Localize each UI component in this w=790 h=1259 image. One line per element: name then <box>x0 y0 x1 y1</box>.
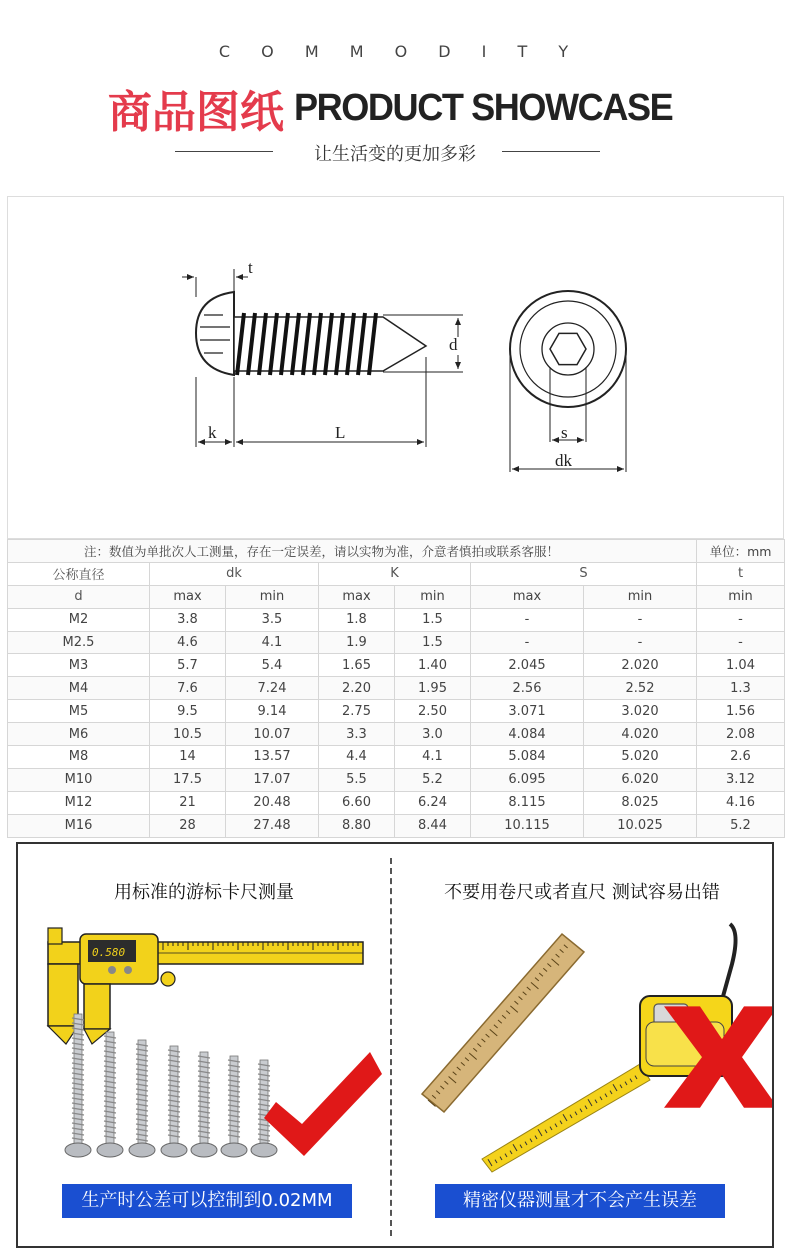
value-cell: 27.48 <box>226 814 319 837</box>
value-cell: 9.14 <box>226 700 319 723</box>
right-banner: 精密仪器测量才不会产生误差 <box>435 1184 725 1218</box>
table-row <box>8 768 785 791</box>
value-cell: 2.75 <box>319 700 395 723</box>
value-cell: 2.52 <box>584 677 697 700</box>
label-d: d <box>449 335 458 354</box>
nominal-size-cell: M2.5 <box>8 631 150 654</box>
value-cell: 1.5 <box>395 608 471 631</box>
screw-head <box>65 1143 91 1157</box>
value-cell: 10.025 <box>584 814 697 837</box>
right-caption: 不要用卷尺或者直尺 测试容易出错 <box>444 882 720 903</box>
value-cell: 4.1 <box>395 746 471 769</box>
value-cell: 13.57 <box>226 746 319 769</box>
label-k: k <box>208 423 217 442</box>
header-s: S <box>471 562 697 585</box>
subheader-cell: max <box>471 585 584 608</box>
value-cell: 3.071 <box>471 700 584 723</box>
subtitle-row <box>0 140 790 164</box>
label-t: t <box>248 258 253 277</box>
nominal-size-cell: M10 <box>8 768 150 791</box>
value-cell: 2.6 <box>697 746 785 769</box>
value-cell: 21 <box>150 791 226 814</box>
value-cell: 4.4 <box>319 746 395 769</box>
value-cell: 4.084 <box>471 723 584 746</box>
table-row <box>8 723 785 746</box>
value-cell: 3.3 <box>319 723 395 746</box>
value-cell: 6.095 <box>471 768 584 791</box>
value-cell: - <box>471 608 584 631</box>
eyebrow-text: C O M M O D I T Y <box>218 42 582 61</box>
left-banner: 生产时公差可以控制到0.02MM <box>62 1184 352 1218</box>
label-dk: dk <box>555 451 572 470</box>
value-cell: 17.07 <box>226 768 319 791</box>
nominal-size-cell: M8 <box>8 746 150 769</box>
subheader-cell: min <box>697 585 785 608</box>
page-header <box>0 0 790 190</box>
value-cell: 3.020 <box>584 700 697 723</box>
value-cell: 10.07 <box>226 723 319 746</box>
table-unit: 单位：mm <box>697 540 785 563</box>
screw-head <box>191 1143 217 1157</box>
value-cell: 9.5 <box>150 700 226 723</box>
table-row <box>8 746 785 769</box>
value-cell: 10.5 <box>150 723 226 746</box>
value-cell: 20.48 <box>226 791 319 814</box>
value-cell: - <box>584 608 697 631</box>
value-cell: 2.20 <box>319 677 395 700</box>
spec-table <box>7 539 785 838</box>
title-english: PRODUCT SHOWCASE <box>293 86 673 129</box>
screw-drawing <box>8 197 785 540</box>
value-cell: - <box>471 631 584 654</box>
subtitle-text: 让生活变的更加多彩 <box>314 144 476 165</box>
value-cell: 17.5 <box>150 768 226 791</box>
screw-head <box>251 1143 277 1157</box>
table-row <box>8 677 785 700</box>
ruler-icon <box>422 934 584 1112</box>
value-cell: 4.020 <box>584 723 697 746</box>
subheader-cell: max <box>319 585 395 608</box>
value-cell: 2.08 <box>697 723 785 746</box>
technical-drawing-panel <box>7 196 784 539</box>
value-cell: 2.56 <box>471 677 584 700</box>
table-subheader-row <box>8 585 785 608</box>
nominal-size-cell: M4 <box>8 677 150 700</box>
value-cell: 4.1 <box>226 631 319 654</box>
value-cell: 1.95 <box>395 677 471 700</box>
value-cell: 5.020 <box>584 746 697 769</box>
table-row <box>8 814 785 837</box>
table-row <box>8 631 785 654</box>
value-cell: 5.2 <box>697 814 785 837</box>
screw-head <box>221 1143 247 1157</box>
subheader-cell: min <box>584 585 697 608</box>
value-cell: 5.5 <box>319 768 395 791</box>
table-row <box>8 700 785 723</box>
value-cell: - <box>584 631 697 654</box>
value-cell: 8.025 <box>584 791 697 814</box>
check-icon <box>264 1052 382 1156</box>
value-cell: 8.115 <box>471 791 584 814</box>
header-dk: dk <box>150 562 319 585</box>
value-cell: 1.56 <box>697 700 785 723</box>
label-s: s <box>561 423 568 442</box>
value-cell: - <box>697 631 785 654</box>
value-cell: 1.04 <box>697 654 785 677</box>
left-caption: 用标准的游标卡尺测量 <box>114 882 294 903</box>
table-row <box>8 608 785 631</box>
table-note: 注：数值为单批次人工测量，存在一定误差，请以实物为准，介意者慎拍或联系客服！ <box>8 540 697 563</box>
value-cell: 3.8 <box>150 608 226 631</box>
subtitle-right-rule <box>502 151 600 152</box>
nominal-size-cell: M16 <box>8 814 150 837</box>
screw-shank <box>260 1060 268 1144</box>
value-cell: 4.16 <box>697 791 785 814</box>
caliper-display: 0.580 <box>92 946 126 959</box>
value-cell: 7.6 <box>150 677 226 700</box>
table-header-row <box>8 562 785 585</box>
value-cell: 8.80 <box>319 814 395 837</box>
value-cell: 5.084 <box>471 746 584 769</box>
value-cell: 2.045 <box>471 654 584 677</box>
nominal-size-cell: M3 <box>8 654 150 677</box>
screw-head <box>97 1143 123 1157</box>
value-cell: 3.0 <box>395 723 471 746</box>
measurement-comparison <box>16 842 774 1248</box>
nominal-size-cell: M2 <box>8 608 150 631</box>
value-cell: 6.020 <box>584 768 697 791</box>
value-cell: 1.5 <box>395 631 471 654</box>
header-nominal: 公称直径 <box>8 562 150 585</box>
value-cell: 14 <box>150 746 226 769</box>
header-nominal-sub: d <box>8 585 150 608</box>
value-cell: 1.40 <box>395 654 471 677</box>
value-cell: 4.6 <box>150 631 226 654</box>
subheader-cell: min <box>395 585 471 608</box>
caliper-icon <box>48 928 363 1044</box>
value-cell: 3.12 <box>697 768 785 791</box>
screw-head <box>129 1143 155 1157</box>
nominal-size-cell: M6 <box>8 723 150 746</box>
value-cell: 3.5 <box>226 608 319 631</box>
value-cell: 7.24 <box>226 677 319 700</box>
value-cell: 5.4 <box>226 654 319 677</box>
value-cell: 2.020 <box>584 654 697 677</box>
value-cell: 28 <box>150 814 226 837</box>
value-cell: 1.9 <box>319 631 395 654</box>
header-t: t <box>697 562 785 585</box>
side-view <box>196 292 426 375</box>
value-cell: 1.65 <box>319 654 395 677</box>
page-title <box>0 76 790 140</box>
table-row <box>8 654 785 677</box>
value-cell: 1.8 <box>319 608 395 631</box>
nominal-size-cell: M12 <box>8 791 150 814</box>
screw-head <box>161 1143 187 1157</box>
table-row <box>8 791 785 814</box>
header-k: K <box>319 562 471 585</box>
value-cell: 5.7 <box>150 654 226 677</box>
value-cell: 5.2 <box>395 768 471 791</box>
label-L: L <box>335 423 346 442</box>
subheader-cell: max <box>150 585 226 608</box>
title-chinese: 商品图纸 <box>107 87 284 138</box>
left-illustration <box>18 904 390 1179</box>
value-cell: 2.50 <box>395 700 471 723</box>
value-cell: 10.115 <box>471 814 584 837</box>
value-cell: 8.44 <box>395 814 471 837</box>
value-cell: 6.60 <box>319 791 395 814</box>
nominal-size-cell: M5 <box>8 700 150 723</box>
value-cell: 1.3 <box>697 677 785 700</box>
value-cell: 6.24 <box>395 791 471 814</box>
front-view <box>510 291 626 472</box>
right-illustration <box>392 904 772 1179</box>
table-note-row <box>8 540 785 563</box>
subheader-cell: min <box>226 585 319 608</box>
value-cell: - <box>697 608 785 631</box>
